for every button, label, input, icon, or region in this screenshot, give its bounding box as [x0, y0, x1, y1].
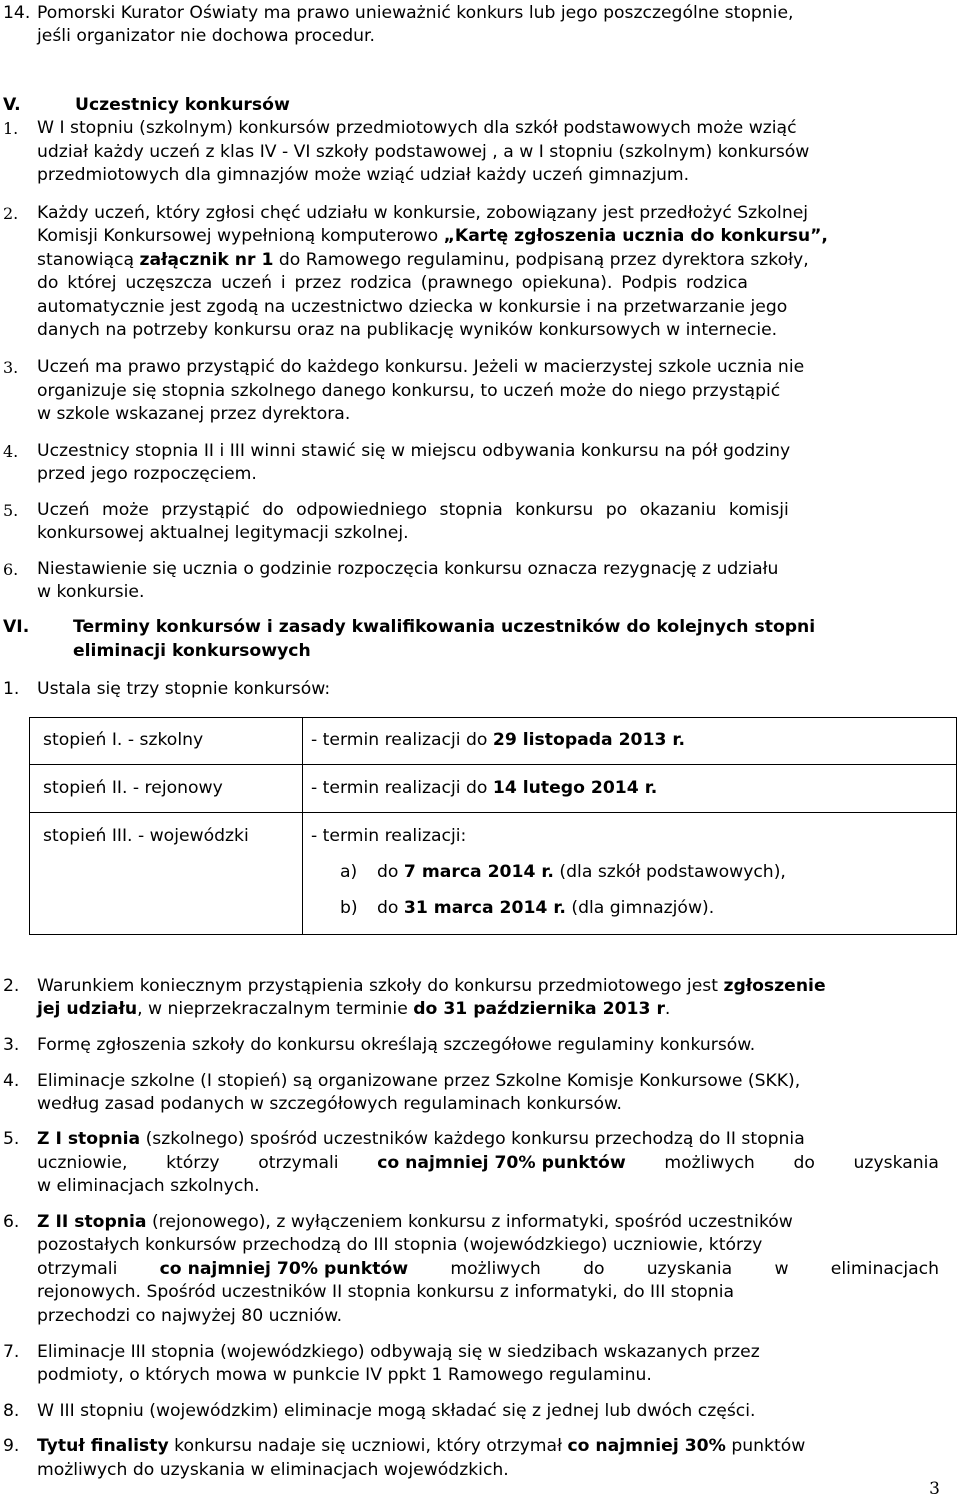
table-cell: stopień I. - szkolny [43, 730, 204, 750]
text-run: stanowiącą [37, 250, 140, 270]
paragraph-line: automatycznie jest zgodą na uczestnictwo dziecka w konkursie i na przetwarzanie jego [37, 297, 788, 317]
table-border [29, 717, 957, 718]
text-run: otrzymali [37, 1259, 118, 1279]
item-number: 2. [3, 204, 19, 223]
bold-run: Z I stopnia [37, 1129, 141, 1149]
bold-run: 14 lutego 2014 r. [492, 778, 658, 798]
text-run: w [774, 1259, 789, 1279]
paragraph-line: przed jego rozpoczęciem. [37, 464, 257, 484]
paragraph-line: Uczestnicy stopnia II i III winni stawić się w miejscu odbywania konkursu na pół godziny [37, 441, 791, 461]
bold-run: co najmniej 70% punktów [377, 1153, 626, 1173]
item-number: 6. [3, 1212, 20, 1232]
item-number: 4. [3, 442, 19, 461]
paragraph-line [37, 1128, 805, 1152]
table-cell: stopień II. - rejonowy [43, 778, 223, 798]
paragraph-line: przedmiotowych dla gimnazjów może wziąć udział każdy uczeń gimnazjum. [37, 165, 690, 185]
table-border [29, 934, 957, 935]
bold-run: 31 marca 2014 r. [403, 898, 566, 918]
paragraph-line [37, 1211, 793, 1235]
paragraph-line: w konkursie. [37, 582, 145, 602]
paragraph-line: danych na potrzeby konkursu oraz na publikację wyników konkursowych w internecie. [37, 320, 778, 340]
text-run: do [377, 898, 404, 918]
text-run: eliminacjach [830, 1259, 939, 1279]
item-number: 14. [3, 3, 31, 23]
item-number: 3. [3, 1035, 20, 1055]
paragraph-line: W I stopniu (szkolnym) konkursów przedmiotowych dla szkół podstawowych może wziąć [37, 118, 797, 138]
text-run: uczniowie, [37, 1153, 128, 1173]
section-title: eliminacji konkursowych [73, 641, 311, 661]
paragraph-line [37, 225, 828, 249]
paragraph-line [37, 998, 670, 1022]
paragraph-line: przechodzi co najwyżej 80 uczniów. [37, 1306, 343, 1326]
item-number: 1. [3, 119, 19, 138]
text-run: którzy [166, 1153, 220, 1173]
section-title: Uczestnicy konkursów [75, 95, 290, 115]
text-run: do [793, 1153, 815, 1173]
text-run: punktów [725, 1436, 806, 1456]
paragraph-line [37, 1258, 939, 1282]
text-run: do [377, 862, 404, 882]
table-border [29, 717, 30, 935]
table-subitem [340, 897, 714, 921]
paragraph-line: podmioty, o których mowa w punkcie IV ppkt 1 Ramowego regulaminu. [37, 1365, 652, 1385]
text-run: otrzymali [258, 1153, 339, 1173]
text-run: możliwych [664, 1153, 755, 1173]
text-run: uzyskania [646, 1259, 733, 1279]
stages-table [29, 717, 957, 935]
paragraph-line: do której uczęszcza uczeń i przez rodzica (prawnego opiekuna). Podpis rodzica [37, 273, 748, 293]
paragraph-line [37, 1152, 939, 1176]
section-number: V. [3, 95, 21, 115]
paragraph-line [37, 975, 826, 999]
page-number: 3 [929, 1479, 940, 1499]
text-run: do Ramowego regulaminu, podpisaną przez dyrektora szkoły, [273, 250, 809, 270]
text-run: - termin realizacji do [311, 730, 493, 750]
item-number: 5. [3, 1129, 20, 1149]
paragraph-line [37, 249, 809, 273]
text-run: (szkolnego) spośród uczestników każdego konkursu przechodzą do II stopnia [140, 1129, 805, 1149]
text-run: - termin realizacji do [311, 778, 493, 798]
paragraph-line: Formę zgłoszenia szkoły do konkursu określają szczegółowe regulaminy konkursów. [37, 1035, 756, 1055]
paragraph-line: Uczeń ma prawo przystąpić do każdego konkursu. Jeżeli w macierzystej szkole ucznia nie [37, 357, 805, 377]
item-number: 9. [3, 1436, 20, 1456]
item-number: 8. [3, 1401, 20, 1421]
paragraph-line: Uczeń może przystąpić do odpowiedniego stopnia konkursu po okazaniu komisji [37, 500, 789, 520]
paragraph-line: możliwych do uzyskania w eliminacjach wojewódzkich. [37, 1460, 509, 1480]
bold-run: załącznik nr 1 [139, 250, 274, 270]
table-cell [311, 777, 657, 801]
paragraph-line [37, 1435, 805, 1459]
bold-run: jej udziału [37, 999, 138, 1019]
text-run: konkursu nadaje się uczniowi, który otrzymał [168, 1436, 568, 1456]
paragraph-line: pozostałych konkursów przechodzą do III stopnia (wojewódzkiego) uczniowie, którzy [37, 1235, 763, 1255]
paragraph-line: Każdy uczeń, który zgłosi chęć udziału w konkursie, zobowiązany jest przedłożyć Szkolnej [37, 203, 809, 223]
paragraph-line: według zasad podanych w szczegółowych regulaminach konkursów. [37, 1094, 622, 1114]
text-run: (rejonowego), z wyłączeniem konkursu z informatyki, spośród uczestników [146, 1212, 793, 1232]
text-run: Komisji Konkursowej wypełnioną komputerowo [37, 226, 444, 246]
sub-label: b) [340, 898, 358, 918]
paragraph-line: Eliminacje III stopnia (wojewódzkiego) odbywają się w siedzibach wskazanych przez [37, 1342, 760, 1362]
table-cell: stopień III. - wojewódzki [43, 826, 249, 846]
bold-run: 7 marca 2014 r. [403, 862, 554, 882]
bold-run: do 31 października 2013 r [413, 999, 665, 1019]
paragraph-line: Ustala się trzy stopnie konkursów: [37, 679, 331, 699]
table-border [956, 717, 957, 935]
item-number: 4. [3, 1071, 20, 1091]
item-number: 1. [3, 679, 20, 699]
bold-run: co najmniej 30% [567, 1436, 726, 1456]
table-border [29, 812, 957, 813]
paragraph-line: udział każdy uczeń z klas IV - VI szkoły podstawowej , a w I stopniu (szkolnym) konkursów [37, 142, 810, 162]
paragraph-line: rejonowych. Spośród uczestników II stopnia konkursu z informatyki, do III stopnia [37, 1282, 735, 1302]
bold-run: co najmniej 70% punktów [159, 1259, 409, 1279]
paragraph-line: Niestawienie się ucznia o godzinie rozpoczęcia konkursu oznacza rezygnację z udziału [37, 559, 779, 579]
item-number: 5. [3, 501, 19, 520]
text-run: . [664, 999, 671, 1019]
section-number: VI. [3, 617, 30, 637]
table-border [302, 717, 303, 935]
paragraph-line: w szkole wskazanej przez dyrektora. [37, 404, 351, 424]
text-run: (dla szkół podstawowych), [553, 862, 786, 882]
item-number: 6. [3, 560, 19, 579]
paragraph-line: W III stopniu (wojewódzkim) eliminacje mogą składać się z jednej lub dwóch części. [37, 1401, 756, 1421]
table-cell [311, 729, 685, 753]
table-cell: - termin realizacji: [311, 826, 467, 846]
bold-run: zgłoszenie [723, 976, 826, 996]
table-border [29, 764, 957, 765]
paragraph-line: jeśli organizator nie dochowa procedur. [37, 26, 375, 46]
paragraph-line: konkursowej aktualnej legitymacji szkolnej. [37, 523, 409, 543]
text-run: Warunkiem koniecznym przystąpienia szkoły do konkursu przedmiotowego jest [37, 976, 724, 996]
item-number: 7. [3, 1342, 20, 1362]
text-run: , w nieprzekraczalnym terminie [137, 999, 414, 1019]
paragraph-line: Pomorski Kurator Oświaty ma prawo unieważnić konkurs lub jego poszczególne stopnie, [37, 3, 794, 23]
item-number: 2. [3, 976, 20, 996]
bold-run: 29 listopada 2013 r. [492, 730, 685, 750]
paragraph-line: organizuje się stopnia szkolnego danego konkursu, to uczeń może do niego przystąpić [37, 381, 781, 401]
text-run: do [583, 1259, 605, 1279]
section-title: Terminy konkursów i zasady kwalifikowania uczestników do kolejnych stopni [73, 617, 816, 637]
paragraph-line: Eliminacje szkolne (I stopień) są organizowane przez Szkolne Komisje Konkursowe (SKK), [37, 1071, 801, 1091]
paragraph-line: w eliminacjach szkolnych. [37, 1176, 260, 1196]
bold-run: Tytuł finalisty [37, 1436, 169, 1456]
text-run: możliwych [450, 1259, 541, 1279]
text-run: (dla gimnazjów). [565, 898, 715, 918]
bold-run: „Kartę zgłoszenia ucznia do konkursu”, [443, 226, 828, 246]
bold-run: Z II stopnia [37, 1212, 147, 1232]
table-subitem [340, 861, 786, 885]
sub-label: a) [340, 862, 358, 882]
text-run: uzyskania [853, 1153, 939, 1173]
item-number: 3. [3, 358, 19, 377]
